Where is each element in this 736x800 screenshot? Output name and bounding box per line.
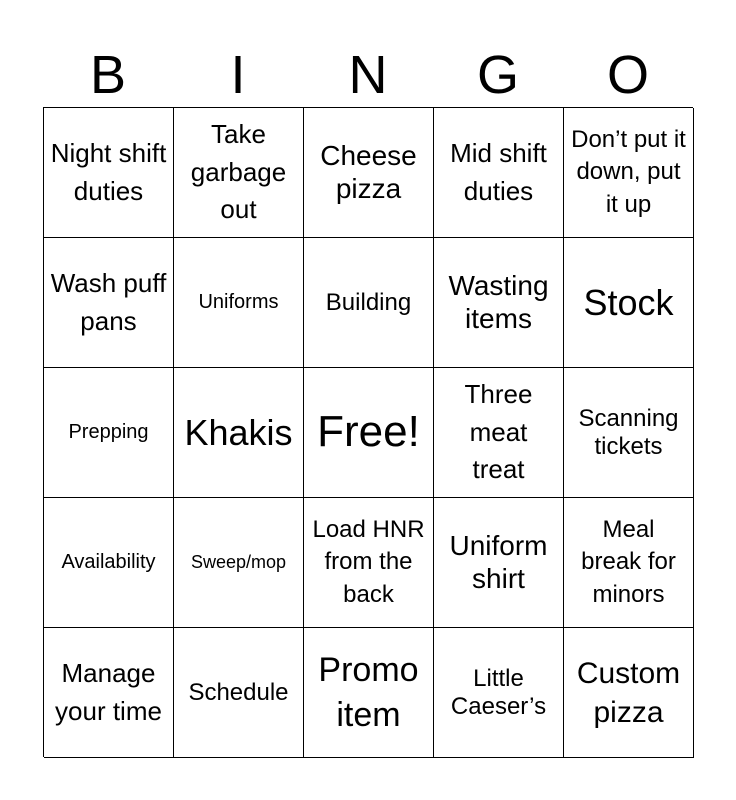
bingo-cell[interactable] — [174, 238, 304, 368]
bingo-cell[interactable] — [434, 628, 564, 758]
cell-text: Free! — [317, 407, 420, 457]
bingo-cell[interactable] — [44, 498, 174, 628]
cell-text: Sweep/mop — [190, 552, 287, 573]
header-letter-i: I — [230, 45, 246, 105]
bingo-cell[interactable] — [304, 628, 434, 758]
bingo-cell[interactable] — [174, 498, 304, 628]
bingo-cell[interactable] — [44, 368, 174, 498]
bingo-board — [43, 107, 693, 757]
cell-text: Custom pizza — [576, 656, 681, 729]
bingo-cell[interactable] — [434, 238, 564, 368]
cell-text: Uniform shirt — [449, 530, 548, 594]
cell-text: Scanning tickets — [578, 404, 679, 460]
bingo-cell[interactable] — [434, 498, 564, 628]
bingo-cell[interactable] — [174, 628, 304, 758]
bingo-cell[interactable] — [564, 368, 694, 498]
bingo-cell-free[interactable] — [304, 368, 434, 498]
bingo-cell[interactable] — [44, 628, 174, 758]
header-letter-g: G — [476, 45, 519, 105]
cell-text: Mid shift duties — [450, 137, 547, 206]
cell-text: Promo item — [318, 651, 419, 734]
cell-text: Load HNR from the back — [312, 515, 425, 608]
cell-text: Wasting items — [448, 270, 549, 334]
bingo-cell[interactable] — [174, 368, 304, 498]
cell-text: Uniforms — [198, 291, 279, 313]
cell-text: Stock — [583, 281, 674, 323]
bingo-cell[interactable] — [44, 108, 174, 238]
cell-text: Cheese pizza — [320, 140, 417, 204]
cell-text: Meal break for minors — [581, 515, 676, 608]
bingo-header — [43, 44, 693, 106]
header-letter-b: B — [89, 45, 127, 105]
cell-text: Wash puff pans — [50, 267, 167, 336]
cell-text: Building — [325, 288, 412, 316]
bingo-cell[interactable] — [564, 628, 694, 758]
bingo-cell[interactable] — [564, 238, 694, 368]
cell-text: Schedule — [188, 678, 289, 706]
cell-text: Night shift duties — [50, 137, 167, 206]
bingo-cell[interactable] — [564, 108, 694, 238]
cell-text: Khakis — [184, 411, 293, 453]
bingo-cell[interactable] — [304, 238, 434, 368]
cell-text: Manage your time — [55, 657, 162, 726]
bingo-cell[interactable] — [564, 498, 694, 628]
cell-text: Take garbage out — [190, 118, 287, 225]
bingo-cell[interactable] — [44, 238, 174, 368]
cell-text: Availability — [61, 551, 156, 573]
bingo-cell[interactable] — [174, 108, 304, 238]
cell-text: Prepping — [68, 421, 149, 443]
cell-text: Little Caeser’s — [450, 664, 547, 720]
bingo-cell[interactable] — [434, 368, 564, 498]
bingo-cell[interactable] — [434, 108, 564, 238]
cell-text: Three meat treat — [464, 378, 533, 485]
bingo-cell[interactable] — [304, 498, 434, 628]
bingo-cell[interactable] — [304, 108, 434, 238]
cell-text: Don’t put it down, put it up — [571, 125, 686, 218]
header-letter-n: N — [348, 45, 388, 105]
header-letter-o: O — [606, 45, 649, 105]
